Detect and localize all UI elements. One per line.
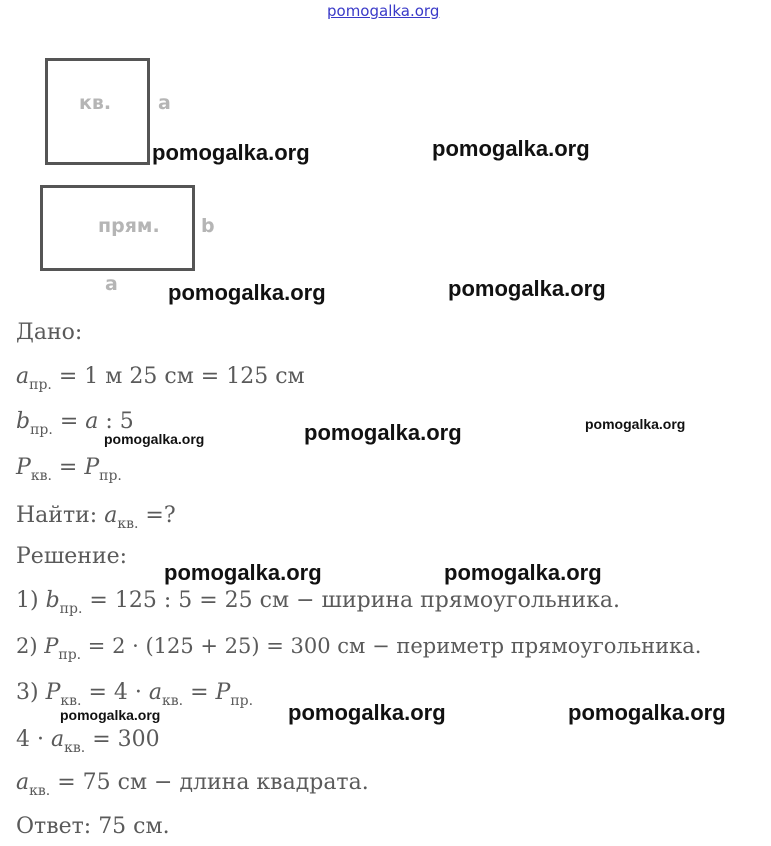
- subscript: кв.: [60, 693, 82, 709]
- var: a: [16, 770, 30, 795]
- var: P: [44, 634, 59, 658]
- given-line-3: [16, 455, 122, 484]
- solution-step-3b: [16, 727, 160, 756]
- var: P: [16, 455, 31, 480]
- expression: =: [52, 409, 86, 434]
- expression: 4 ·: [16, 727, 51, 752]
- var: b: [45, 588, 60, 613]
- subscript: кв.: [30, 468, 52, 484]
- solution-step-3c: [16, 770, 369, 799]
- subscript: пр.: [59, 601, 83, 617]
- solution-step-3: [16, 680, 253, 709]
- watermark: pomogalka.org: [152, 140, 310, 165]
- var: a: [85, 409, 99, 434]
- var: b: [16, 409, 31, 434]
- expression: : 5: [98, 409, 134, 434]
- var: P: [45, 680, 61, 705]
- var: a: [104, 503, 118, 528]
- subscript: кв.: [117, 516, 139, 532]
- expression: = 300: [85, 727, 160, 752]
- square-label: кв.: [79, 92, 112, 114]
- watermark: pomogalka.org: [432, 136, 590, 161]
- subscript: кв.: [64, 740, 86, 756]
- subscript: кв.: [162, 693, 184, 709]
- subscript: пр.: [29, 377, 52, 393]
- expression: = 75 см − длина квадрата.: [50, 770, 369, 795]
- watermark: pomogalka.org: [60, 707, 161, 723]
- expression: = 1 м 25 см = 125 см: [51, 364, 305, 389]
- subscript: кв.: [29, 783, 51, 799]
- expression: =?: [138, 503, 176, 528]
- site-header-link[interactable]: pomogalka.org: [327, 2, 440, 20]
- var: a: [50, 727, 65, 752]
- square-side-label: a: [158, 92, 171, 114]
- step-number: 3): [16, 680, 46, 705]
- subscript: пр.: [58, 647, 82, 663]
- watermark: pomogalka.org: [568, 700, 726, 725]
- given-line-1: [16, 364, 305, 393]
- watermark: pomogalka.org: [168, 280, 326, 305]
- var: a: [148, 680, 163, 705]
- rectangle-side-b-label: b: [201, 215, 215, 237]
- expression: = 125 : 5 = 25 см − ширина прямоугольника.: [82, 588, 620, 613]
- subscript: пр.: [99, 468, 122, 484]
- subscript: пр.: [230, 693, 254, 709]
- var: P: [215, 680, 231, 705]
- find-line: [16, 503, 176, 532]
- watermark: pomogalka.org: [304, 420, 462, 445]
- watermark: pomogalka.org: [585, 416, 686, 432]
- expression: =: [51, 455, 85, 480]
- rectangle-label: прям.: [98, 215, 160, 237]
- watermark: pomogalka.org: [164, 560, 322, 585]
- find-label: Найти:: [16, 503, 105, 528]
- step-number: 2): [16, 634, 45, 658]
- solution-heading: Решение:: [16, 544, 128, 569]
- subscript: пр.: [30, 422, 53, 438]
- expression: =: [183, 680, 216, 705]
- watermark: pomogalka.org: [288, 700, 446, 725]
- given-line-2: [16, 409, 134, 438]
- rectangle-side-a-label: a: [105, 273, 118, 295]
- watermark: pomogalka.org: [104, 431, 205, 447]
- solution-step-2: [16, 634, 701, 663]
- watermark: pomogalka.org: [448, 276, 606, 301]
- answer-line: Ответ: 75 см.: [16, 814, 170, 839]
- watermark: pomogalka.org: [444, 560, 602, 585]
- var: a: [16, 364, 30, 389]
- var: P: [84, 455, 100, 480]
- step-number: 1): [16, 588, 46, 613]
- solution-step-1: [16, 588, 620, 617]
- given-heading: Дано:: [16, 320, 83, 345]
- expression: = 2 · (125 + 25) = 300 см − периметр прямоугольника.: [81, 634, 702, 658]
- expression: = 4 ·: [81, 680, 149, 705]
